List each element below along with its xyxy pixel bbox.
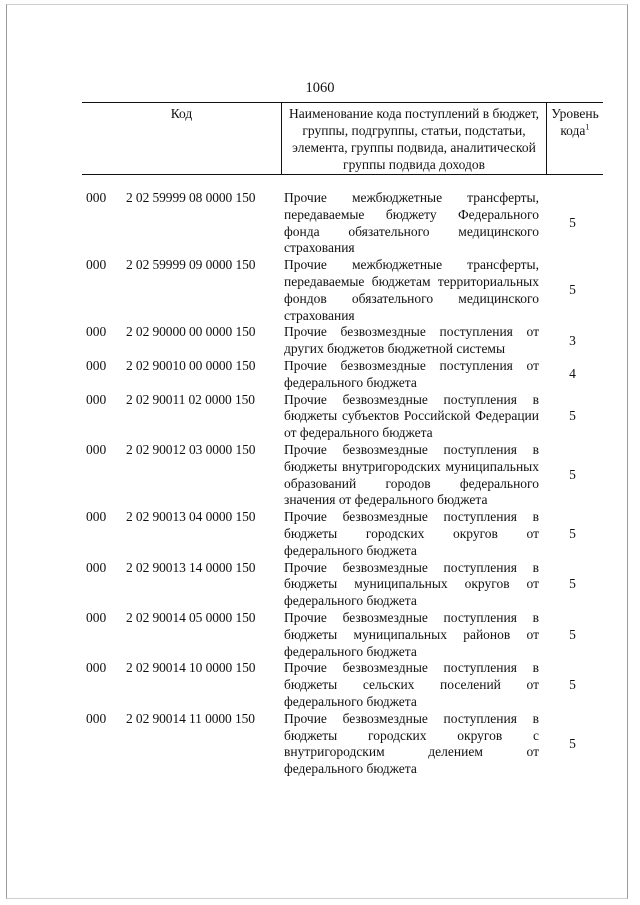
admin-code-cell: 000 — [86, 509, 107, 525]
header-code: Код — [82, 103, 282, 175]
table-row — [86, 509, 600, 559]
income-name-cell: Прочие межбюджетные трансферты, передаваемые бюджету Федерального фонда обязательного медицинского страхования — [284, 190, 539, 256]
income-name-cell: Прочие безвозмездные поступления в бюджеты городских округов с внутригородским делением от федерального бюджета — [284, 710, 539, 777]
code-level-cell: 5 — [569, 525, 576, 541]
table-row — [86, 392, 600, 442]
table-row — [86, 560, 600, 610]
table-row — [86, 324, 600, 358]
code-level-cell: 5 — [569, 677, 576, 693]
admin-code-cell: 000 — [86, 257, 107, 273]
income-name-cell: Прочие безвозмездные поступления в бюджеты муниципальных округов от федерального бюджета — [284, 559, 539, 609]
admin-code-cell: 000 — [86, 357, 107, 373]
income-code-cell: 2 02 90013 14 0000 150 — [126, 559, 256, 575]
table-row — [86, 442, 600, 509]
income-code-cell: 2 02 90014 05 0000 150 — [126, 609, 256, 625]
income-name-cell: Прочие безвозмездные поступления в бюджеты сельских поселений от федерального бюджета — [284, 660, 539, 709]
admin-code-cell: 000 — [86, 441, 107, 457]
code-level-cell: 4 — [569, 366, 576, 382]
table-row — [86, 190, 600, 257]
code-level-cell: 5 — [569, 576, 576, 592]
header-level-label: Уровень кода — [551, 106, 599, 138]
income-name-cell: Прочие безвозмездные поступления в бюджеты субъектов Российской Федерации от федерального бюджета — [284, 391, 539, 441]
admin-code-cell: 000 — [86, 609, 107, 625]
income-name-cell: Прочие межбюджетные трансферты, передаваемые бюджетам территориальных фондов обязательного медицинского страхования — [284, 257, 539, 323]
code-level-cell: 5 — [569, 735, 576, 751]
admin-code-cell: 000 — [86, 324, 107, 340]
code-level-cell: 3 — [569, 332, 576, 348]
code-level-cell: 5 — [569, 626, 576, 642]
income-code-cell: 2 02 90014 10 0000 150 — [126, 660, 256, 676]
footnote-marker: 1 — [585, 121, 590, 132]
header-level — [547, 103, 604, 175]
code-level-cell: 5 — [569, 408, 576, 424]
income-name-cell: Прочие безвозмездные поступления в бюджеты городских округов от федерального бюджета — [284, 509, 539, 558]
income-code-cell: 2 02 59999 08 0000 150 — [126, 190, 256, 205]
income-name-cell: Прочие безвозмездные поступления в бюджеты муниципальных районов от федерального бюджета — [284, 609, 539, 659]
income-code-cell: 2 02 59999 09 0000 150 — [126, 257, 256, 273]
income-code-cell: 2 02 90013 04 0000 150 — [126, 509, 256, 525]
income-code-cell: 2 02 90012 03 0000 150 — [126, 441, 256, 457]
table-row — [86, 711, 600, 778]
table-row — [86, 257, 600, 324]
admin-code-cell: 000 — [86, 190, 107, 205]
code-level-cell: 5 — [569, 282, 576, 298]
income-code-cell: 2 02 90011 02 0000 150 — [126, 391, 255, 407]
table-row — [86, 610, 600, 660]
table-row — [86, 358, 600, 392]
income-code-cell: 2 02 90000 00 0000 150 — [126, 324, 256, 340]
code-level-cell: 5 — [569, 215, 576, 231]
admin-code-cell: 000 — [86, 559, 107, 575]
table-header — [82, 102, 603, 175]
income-code-cell: 2 02 90014 11 0000 150 — [126, 710, 255, 726]
income-name-cell: Прочие безвозмездные поступления от федерального бюджета — [284, 357, 539, 390]
header-name: Наименование кода поступлений в бюджет, группы, подгруппы, статьи, подстатьи, элемента, группы подвида, аналитической группы подвида доходов — [282, 103, 547, 175]
income-name-cell: Прочие безвозмездные поступления в бюджеты внутригородских муниципальных образований городов федерального значения от федерального бюджета — [284, 441, 539, 508]
admin-code-cell: 000 — [86, 660, 107, 676]
table-row — [86, 660, 600, 710]
admin-code-cell: 000 — [86, 391, 107, 407]
table-body — [86, 190, 600, 778]
income-code-cell: 2 02 90010 00 0000 150 — [126, 357, 256, 373]
income-name-cell: Прочие безвозмездные поступления от других бюджетов бюджетной системы — [284, 324, 539, 357]
page-number: 1060 — [305, 80, 335, 96]
admin-code-cell: 000 — [86, 710, 107, 726]
code-level-cell: 5 — [569, 467, 576, 483]
